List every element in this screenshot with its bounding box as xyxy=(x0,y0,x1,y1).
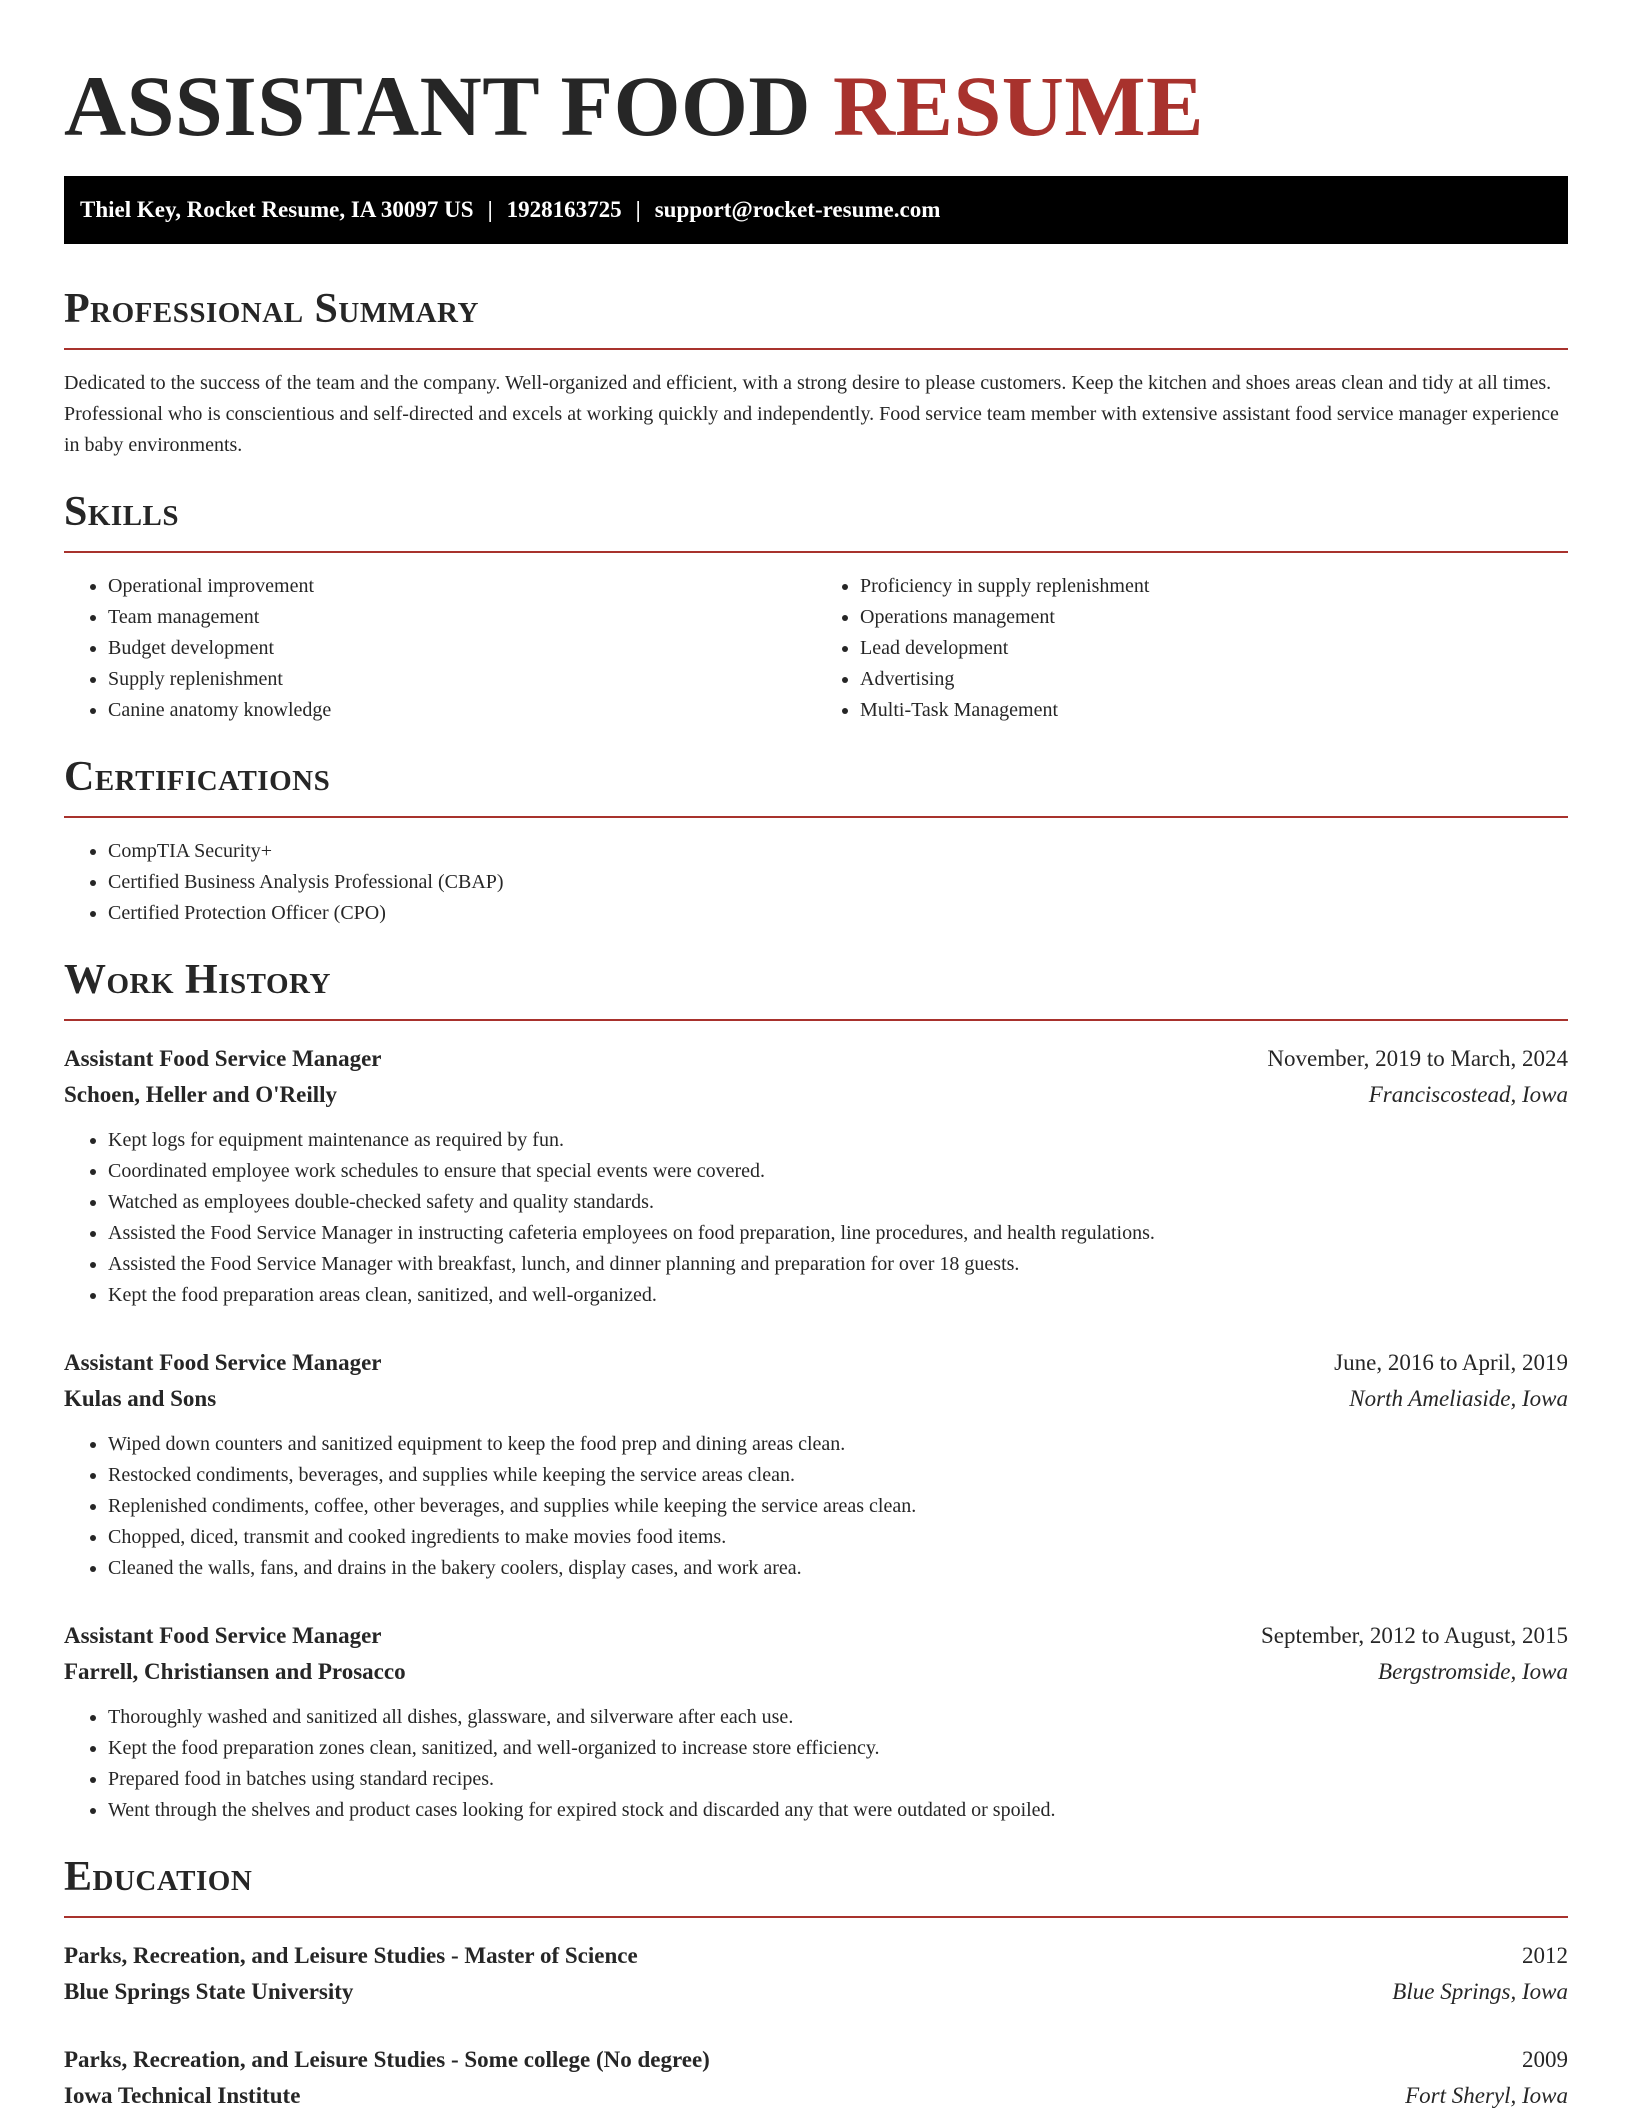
skill-item: • Supply replenishment xyxy=(108,664,816,695)
job-company: Farrell, Christiansen and Prosacco xyxy=(64,1659,406,1684)
skills-heading: Skills xyxy=(64,487,1568,553)
skills-list-left xyxy=(64,571,816,726)
skill-item: • Advertising xyxy=(860,664,1568,695)
contact-phone: 1928163725 xyxy=(506,197,622,222)
job-duty: • Watched as employees double-checked safety and quality standards. xyxy=(108,1187,1568,1218)
contact-address: Thiel Key, Rocket Resume, IA 30097 US xyxy=(80,197,474,222)
job-title-row xyxy=(64,1041,1568,1077)
job-duty: • Prepared food in batches using standard recipes. xyxy=(108,1764,1568,1795)
skills-list-right xyxy=(816,571,1568,726)
education-year: 2009 xyxy=(1522,2047,1568,2072)
education-degree-row xyxy=(64,1938,1568,1974)
job-dates: November, 2019 to March, 2024 xyxy=(1267,1046,1568,1071)
contact-bar xyxy=(64,176,1568,244)
job-title: Assistant Food Service Manager xyxy=(64,1350,382,1375)
job-duties-list xyxy=(64,1125,1568,1311)
job-duties-list xyxy=(64,1702,1568,1826)
certification-item: • Certified Business Analysis Professional (CBAP) xyxy=(108,867,1568,898)
education-degree-row xyxy=(64,2042,1568,2078)
education-heading: Education xyxy=(64,1852,1568,1918)
job-company-row xyxy=(64,1077,1568,1113)
job-company-row xyxy=(64,1654,1568,1690)
skills-columns xyxy=(64,553,1568,726)
contact-separator: | xyxy=(487,197,493,222)
job-location: Franciscostead, Iowa xyxy=(1368,1082,1568,1107)
job-company: Kulas and Sons xyxy=(64,1386,217,1411)
job-duty: • Went through the shelves and product cases looking for expired stock and discarded any that were outdated or spoiled. xyxy=(108,1795,1568,1826)
job-duty: • Assisted the Food Service Manager in instructing cafeteria employees on food preparation, line procedures, and health regulations. xyxy=(108,1218,1568,1249)
skill-item: • Operational improvement xyxy=(108,571,816,602)
title-accent: RESUME xyxy=(833,58,1204,154)
skill-item: • Multi-Task Management xyxy=(860,695,1568,726)
job-company-row xyxy=(64,1381,1568,1417)
job-title-row xyxy=(64,1618,1568,1654)
certification-item: • CompTIA Security+ xyxy=(108,836,1568,867)
certifications-heading: Certifications xyxy=(64,752,1568,818)
education-school-row xyxy=(64,1974,1568,2010)
job-duty: • Replenished condiments, coffee, other beverages, and supplies while keeping the service areas clean. xyxy=(108,1491,1568,1522)
resume-title xyxy=(64,56,1568,156)
job-title: Assistant Food Service Manager xyxy=(64,1623,382,1648)
education-location: Blue Springs, Iowa xyxy=(1392,1979,1568,2004)
education-entry xyxy=(64,2042,1568,2112)
summary-heading: Professional Summary xyxy=(64,284,1568,350)
job-location: North Ameliaside, Iowa xyxy=(1349,1386,1568,1411)
job-entry xyxy=(64,1041,1568,1311)
certifications-list xyxy=(64,836,1568,929)
education-entry xyxy=(64,1938,1568,2010)
job-dates: September, 2012 to August, 2015 xyxy=(1260,1623,1568,1648)
job-title-row xyxy=(64,1345,1568,1381)
contact-email: support@rocket-resume.com xyxy=(654,197,941,222)
skill-item: • Lead development xyxy=(860,633,1568,664)
title-main: ASSISTANT FOOD xyxy=(64,58,811,154)
skill-item: • Budget development xyxy=(108,633,816,664)
education-year: 2012 xyxy=(1522,1943,1568,1968)
summary-text: Dedicated to the success of the team and the company. Well-organized and efficient, with a strong desire to please customers. Keep the kitchen and shoes areas clean and tidy at all times. Professional who is conscientious and self-directed and excels at working quickly and independently. Food service team member with extensive assistant food service manager experience in baby environments. xyxy=(64,372,1559,456)
education-school-row xyxy=(64,2078,1568,2112)
work-history-heading: Work History xyxy=(64,955,1568,1021)
education-school: Blue Springs State University xyxy=(64,1979,354,2004)
job-title: Assistant Food Service Manager xyxy=(64,1046,382,1071)
education-degree: Parks, Recreation, and Leisure Studies - Some college (No degree) xyxy=(64,2047,710,2072)
job-duty: • Kept the food preparation zones clean, sanitized, and well-organized to increase store efficiency. xyxy=(108,1733,1568,1764)
skill-item: • Team management xyxy=(108,602,816,633)
skill-item: • Operations management xyxy=(860,602,1568,633)
job-duty: • Wiped down counters and sanitized equipment to keep the food prep and dining areas clean. xyxy=(108,1429,1568,1460)
education-degree: Parks, Recreation, and Leisure Studies - Master of Science xyxy=(64,1943,638,1968)
contact-separator: | xyxy=(635,197,641,222)
job-duty: • Kept logs for equipment maintenance as required by fun. xyxy=(108,1125,1568,1156)
skill-item: • Canine anatomy knowledge xyxy=(108,695,816,726)
job-entry xyxy=(64,1618,1568,1826)
job-duty: • Thoroughly washed and sanitized all dishes, glassware, and silverware after each use. xyxy=(108,1702,1568,1733)
skill-item: • Proficiency in supply replenishment xyxy=(860,571,1568,602)
job-duty: • Coordinated employee work schedules to ensure that special events were covered. xyxy=(108,1156,1568,1187)
job-dates: June, 2016 to April, 2019 xyxy=(1334,1350,1568,1375)
job-duty: • Kept the food preparation areas clean, sanitized, and well-organized. xyxy=(108,1280,1568,1311)
job-company: Schoen, Heller and O'Reilly xyxy=(64,1082,338,1107)
education-location: Fort Sheryl, Iowa xyxy=(1405,2083,1568,2108)
job-duty: • Chopped, diced, transmit and cooked ingredients to make movies food items. xyxy=(108,1522,1568,1553)
job-duty: • Cleaned the walls, fans, and drains in the bakery coolers, display cases, and work area. xyxy=(108,1553,1568,1584)
job-duty: • Restocked condiments, beverages, and supplies while keeping the service areas clean. xyxy=(108,1460,1568,1491)
certification-item: • Certified Protection Officer (CPO) xyxy=(108,898,1568,929)
education-school: Iowa Technical Institute xyxy=(64,2083,301,2108)
job-duties-list xyxy=(64,1429,1568,1584)
job-location: Bergstromside, Iowa xyxy=(1378,1659,1568,1684)
job-entry xyxy=(64,1345,1568,1584)
job-duty: • Assisted the Food Service Manager with breakfast, lunch, and dinner planning and preparation for over 18 guests. xyxy=(108,1249,1568,1280)
